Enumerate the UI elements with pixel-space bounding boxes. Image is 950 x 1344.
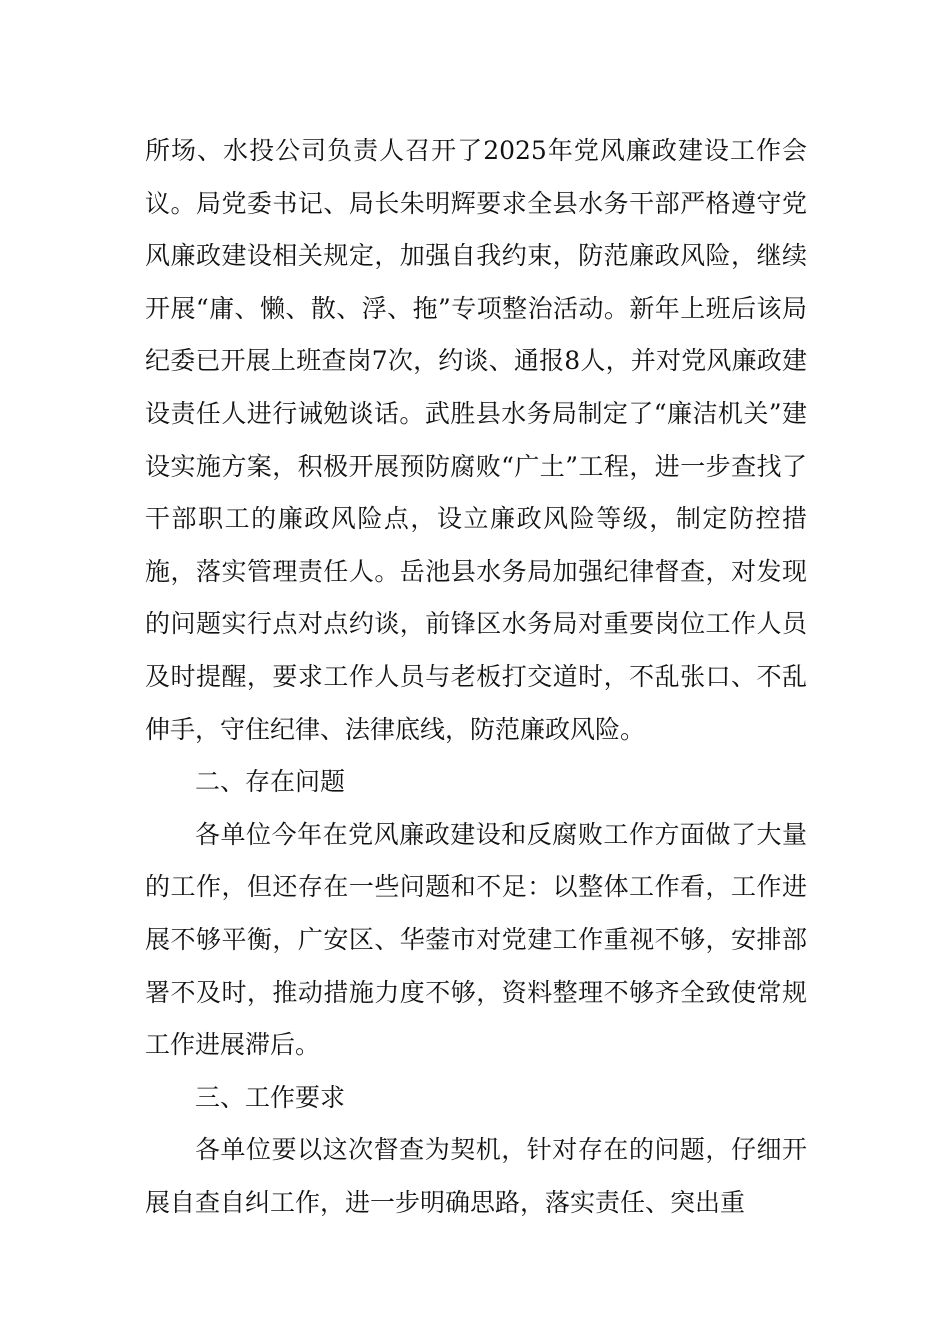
- section-heading-problems: 二、存在问题: [195, 767, 346, 797]
- document-body: [145, 125, 807, 1229]
- paragraph-problems: 各单位今年在党风廉政建设和反腐败工作方面做了大量的工作，但还存在一些问题和不足：以整体工作看，工作进展不够平衡，广安区、华蓥市对党建工作重视不够，安排部署不及时，推动措施力度不够，资料整理不够齐全致使常规工作进展滞后。: [145, 819, 807, 1060]
- paragraph-requirements: 各单位要以这次督查为契机，针对存在的问题，仔细开展自查自纠工作，进一步明确思路，落实责任、突出重: [145, 1135, 807, 1217]
- section-heading-requirements: 三、工作要求: [195, 1082, 346, 1112]
- paragraph-meeting-summary: 所场、水投公司负责人召开了2025年党风廉政建设工作会议。局党委书记、局长朱明辉要求全县水务干部严格遵守党风廉政建设相关规定，加强自我约束，防范廉政风险，继续开展“庸、懒、散、浮、拖”专项整治活动。新年上班后该局纪委已开展上班查岗7次，约谈、通报8人，并对党风廉政建设责任人进行诫勉谈话。武胜县水务局制定了“廉洁机关”建设实施方案，积极开展预防腐败“广土”工程，进一步查找了干部职工的廉政风险点，设立廉政风险等级，制定防控措施，落实管理责任人。岳池县水务局加强纪律督查，对发现的问题实行点对点约谈，前锋区水务局对重要岗位工作人员及时提醒，要求工作人员与老板打交道时，不乱张口、不乱伸手，守住纪律、法律底线，防范廉政风险。: [145, 136, 807, 744]
